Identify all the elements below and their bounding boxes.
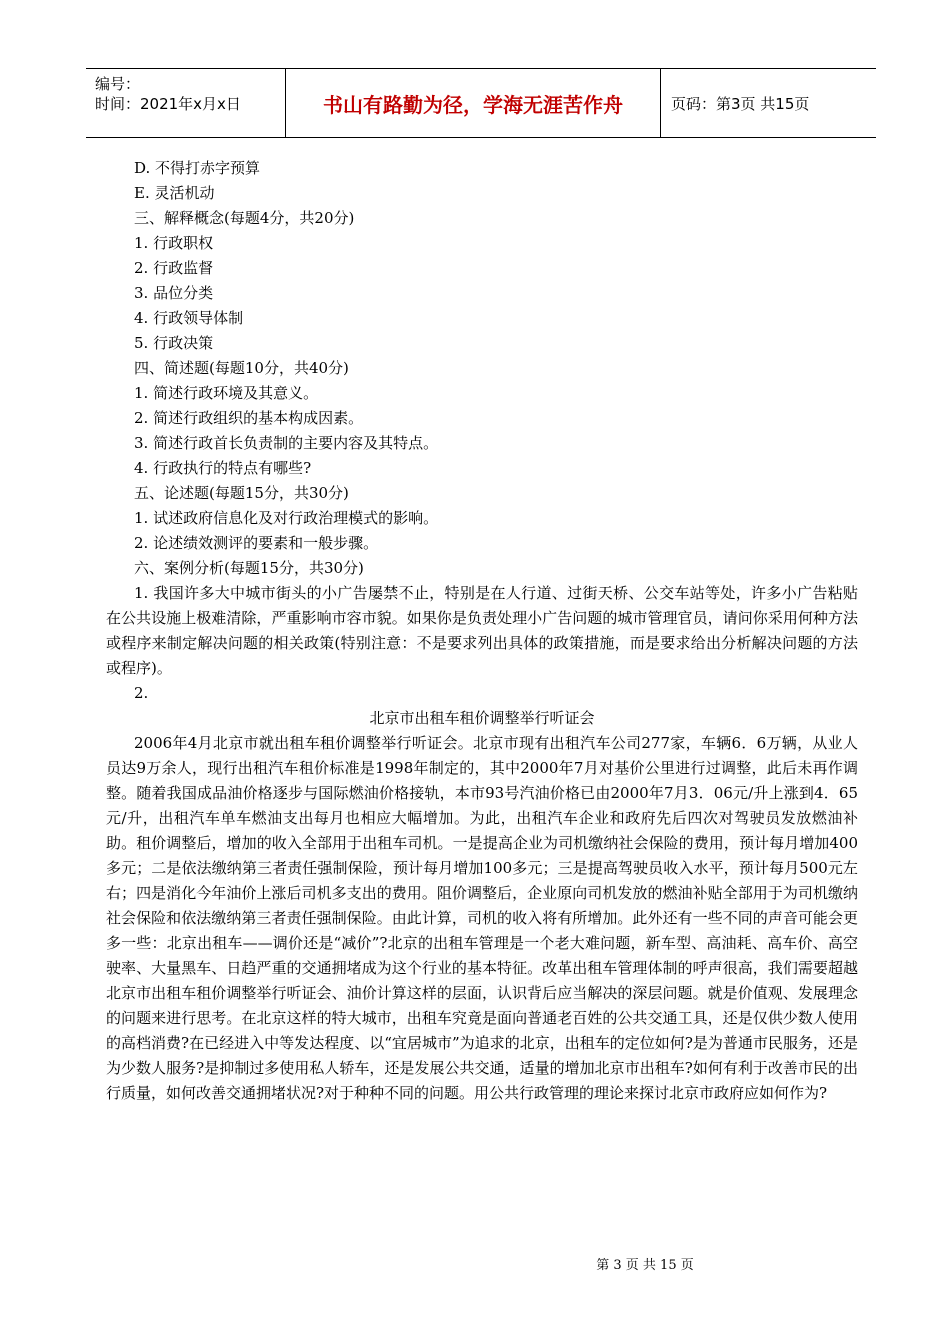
option-d: D. 不得打赤字预算	[134, 159, 261, 177]
section-3-heading: 三、解释概念(每题4分，共20分)	[134, 209, 355, 227]
case-2-title: 北京市出租车租价调整举行听证会	[369, 709, 595, 727]
concept-item-4: 4. 行政领导体制	[134, 309, 244, 327]
option-e: E. 灵活机动	[134, 184, 215, 202]
page-footer: 第 3 页 共 15 页	[596, 1258, 694, 1273]
case-2-paragraph: 2006年4月北京市就出租车租价调整举行听证会。北京市现有出租汽车公司277家，车辆6．6万辆，从业人员达9万余人，现行出租汽车租价标准是1998年制定的，其中2000年7月对基价公里进行过调整，此后未再作调整。随着我国成品油价格逐步与国际燃油价格接轨，本市93号汽油价格已由2000年7月3．06元/升上涨到4．65元/升，出租汽车单车燃油支出每月也相应大幅增加。为此，出租汽车企业和政府先后四次对驾驶员发放燃油补助。租价调整后，增加的收入全部用于出租车司机。一是提高企业为司机缴纳社会保险的费用，预计每月增加400多元；二是依法缴纳第三者责任强制保险，预计每月增加100多元；三是提高驾驶员收入水平，预计每月500元左右；四是消化今年油价上涨后司机多支出的费用。阻价调整后，企业原向司机发放的燃油补贴全部用于为司机缴纳社会保险和依法缴纳第三者责任强制保险。由此计算，司机的收入将有所增加。此外还有一些不同的声音可能会更多一些：北京出租车——调价还是“减价”?北京的出租车管理是一个老大难问题，新车型、高油耗、高车价、高空驶率、大量黑车、日趋严重的交通拥堵成为这个行业的基本特征。改革出租车管理体制的呼声很高，我们需要超越北京市出租车租价调整举行听证会、油价计算这样的层面，认识背后应当解决的深层问题。就是价值观、发展理念的问题来进行思考。在北京这样的特大城市，出租车究竟是面向普通老百姓的公共交通工具，还是仅供少数人使用的高档消费?在已经进入中等发达程度、以“宜居城市”为追求的北京，出租车的定位如何?是为普通市民服务，还是为少数人服务?是抑制过多使用私人轿车，还是发展公共交通，适量的增加北京市出租车?如何有利于改善市民的出行质量，如何改善交通拥堵状况?对于种种不同的问题。用公共行政管理的理论来探讨北京市政府应如何作为?	[106, 734, 858, 1102]
page-header	[86, 68, 876, 138]
concept-item-2: 2. 行政监督	[134, 259, 214, 277]
concept-item-1: 1. 行政职权	[134, 234, 214, 252]
number-label: 编号：	[95, 75, 141, 93]
concept-item-3: 3. 品位分类	[134, 284, 214, 302]
case-2-number: 2.	[134, 684, 149, 702]
document-body	[106, 156, 858, 1106]
short-question-1: 1. 简述行政环境及其意义。	[134, 384, 319, 402]
header-meta	[86, 69, 284, 137]
section-5-heading: 五、论述题(每题15分，共30分)	[134, 484, 349, 502]
concept-item-5: 5. 行政决策	[134, 334, 214, 352]
short-question-4: 4. 行政执行的特点有哪些?	[134, 459, 312, 477]
short-question-3: 3. 简述行政首长负责制的主要内容及其特点。	[134, 434, 439, 452]
section-6-heading: 六、案例分析(每题15分，共30分)	[134, 559, 364, 577]
header-page-label: 页码：第3页 共15页	[671, 94, 810, 113]
essay-question-2: 2. 论述绩效测评的要素和一般步骤。	[134, 534, 379, 552]
short-question-2: 2. 简述行政组织的基本构成因素。	[134, 409, 364, 427]
case-1-paragraph: 1. 我国许多大中城市街头的小广告屡禁不止，特别是在人行道、过街天桥、公交车站等处，许多小广告粘贴在公共设施上极难清除，严重影响市容市貌。如果你是负责处理小广告问题的城市管理官员，请问你采用何种方法或程序来制定解决问题的相关政策(特别注意：不是要求列出具体的政策措施，而是要求给出分析解决问题的方法或程序)。	[106, 584, 858, 677]
essay-question-1: 1. 试述政府信息化及对行政治理模式的影响。	[134, 509, 439, 527]
section-4-heading: 四、简述题(每题10分，共40分)	[134, 359, 349, 377]
header-motto: 书山有路勤为径，学海无涯苦作舟	[285, 69, 661, 137]
time-label: 时间：2021年x月x日	[95, 95, 241, 113]
